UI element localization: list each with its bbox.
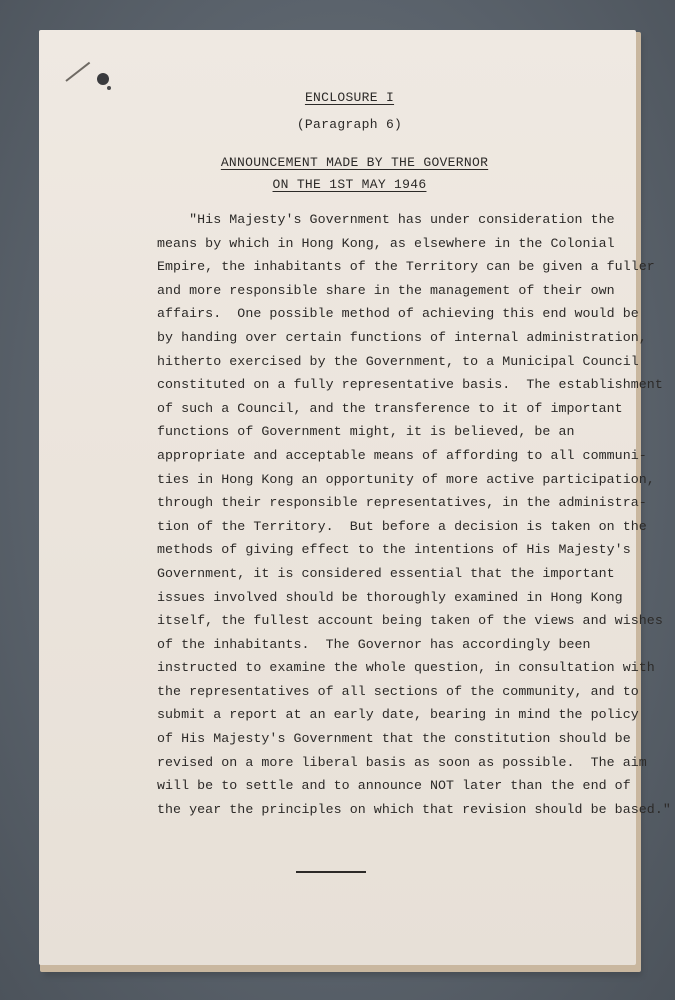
body-line: by handing over certain functions of internal administration, xyxy=(157,329,647,345)
announcement-body xyxy=(157,208,671,821)
title-line-2 xyxy=(12,177,675,192)
body-line: ties in Hong Kong an opportunity of more active participation, xyxy=(157,471,655,487)
body-line: revised on a more liberal basis as soon as possible. The aim xyxy=(157,754,647,770)
body-line: tion of the Territory. But before a decision is taken on the xyxy=(157,518,647,534)
body-line: appropriate and acceptable means of affording to all communi- xyxy=(157,447,647,463)
punch-hole-icon xyxy=(97,73,109,85)
body-line: and more responsible share in the management of their own xyxy=(157,282,615,298)
body-line: means by which in Hong Kong, as elsewhere in the Colonial xyxy=(157,235,615,251)
paragraph-reference xyxy=(12,117,675,132)
body-line: Empire, the inhabitants of the Territory can be given a fuller xyxy=(157,259,655,275)
body-line: constituted on a fully representative basis. The establishment xyxy=(157,377,663,393)
closing-rule xyxy=(296,871,366,873)
body-line: instructed to examine the whole question, in consultation with xyxy=(157,660,655,676)
title-line-1 xyxy=(17,155,675,170)
body-line: of His Majesty's Government that the constitution should be xyxy=(157,731,631,747)
body-line: affairs. One possible method of achieving this end would be xyxy=(157,306,639,322)
body-line: hitherto exercised by the Government, to a Municipal Council xyxy=(157,353,639,369)
body-line: the representatives of all sections of the community, and to xyxy=(157,683,639,699)
body-line: methods of giving effect to the intentions of His Majesty's xyxy=(157,542,631,558)
enclosure-label: ENCLOSURE I xyxy=(304,90,395,105)
body-line: will be to settle and to announce NOT later than the end of xyxy=(157,778,631,794)
body-line: functions of Government might, it is believed, be an xyxy=(157,424,575,440)
body-line: submit a report at an early date, bearing in mind the policy xyxy=(157,707,639,723)
body-line: "His Majesty's Government has under consideration the xyxy=(157,212,615,227)
title-line-1-text: ANNOUNCEMENT MADE BY THE GOVERNOR xyxy=(220,155,489,170)
enclosure-heading xyxy=(12,90,675,105)
body-line: through their responsible representatives, in the administra- xyxy=(157,495,647,511)
body-line: itself, the fullest account being taken of the views and wishes xyxy=(157,613,663,629)
body-line: Government, it is considered essential that the important xyxy=(157,565,615,581)
paragraph-ref-label: (Paragraph 6) xyxy=(296,117,403,132)
body-line: of such a Council, and the transference to it of important xyxy=(157,400,623,416)
body-line: the year the principles on which that revision should be based." xyxy=(157,801,671,817)
body-line: of the inhabitants. The Governor has accordingly been xyxy=(157,636,591,652)
body-line: issues involved should be thoroughly examined in Hong Kong xyxy=(157,589,623,605)
title-line-2-text: ON THE 1ST MAY 1946 xyxy=(272,177,427,192)
